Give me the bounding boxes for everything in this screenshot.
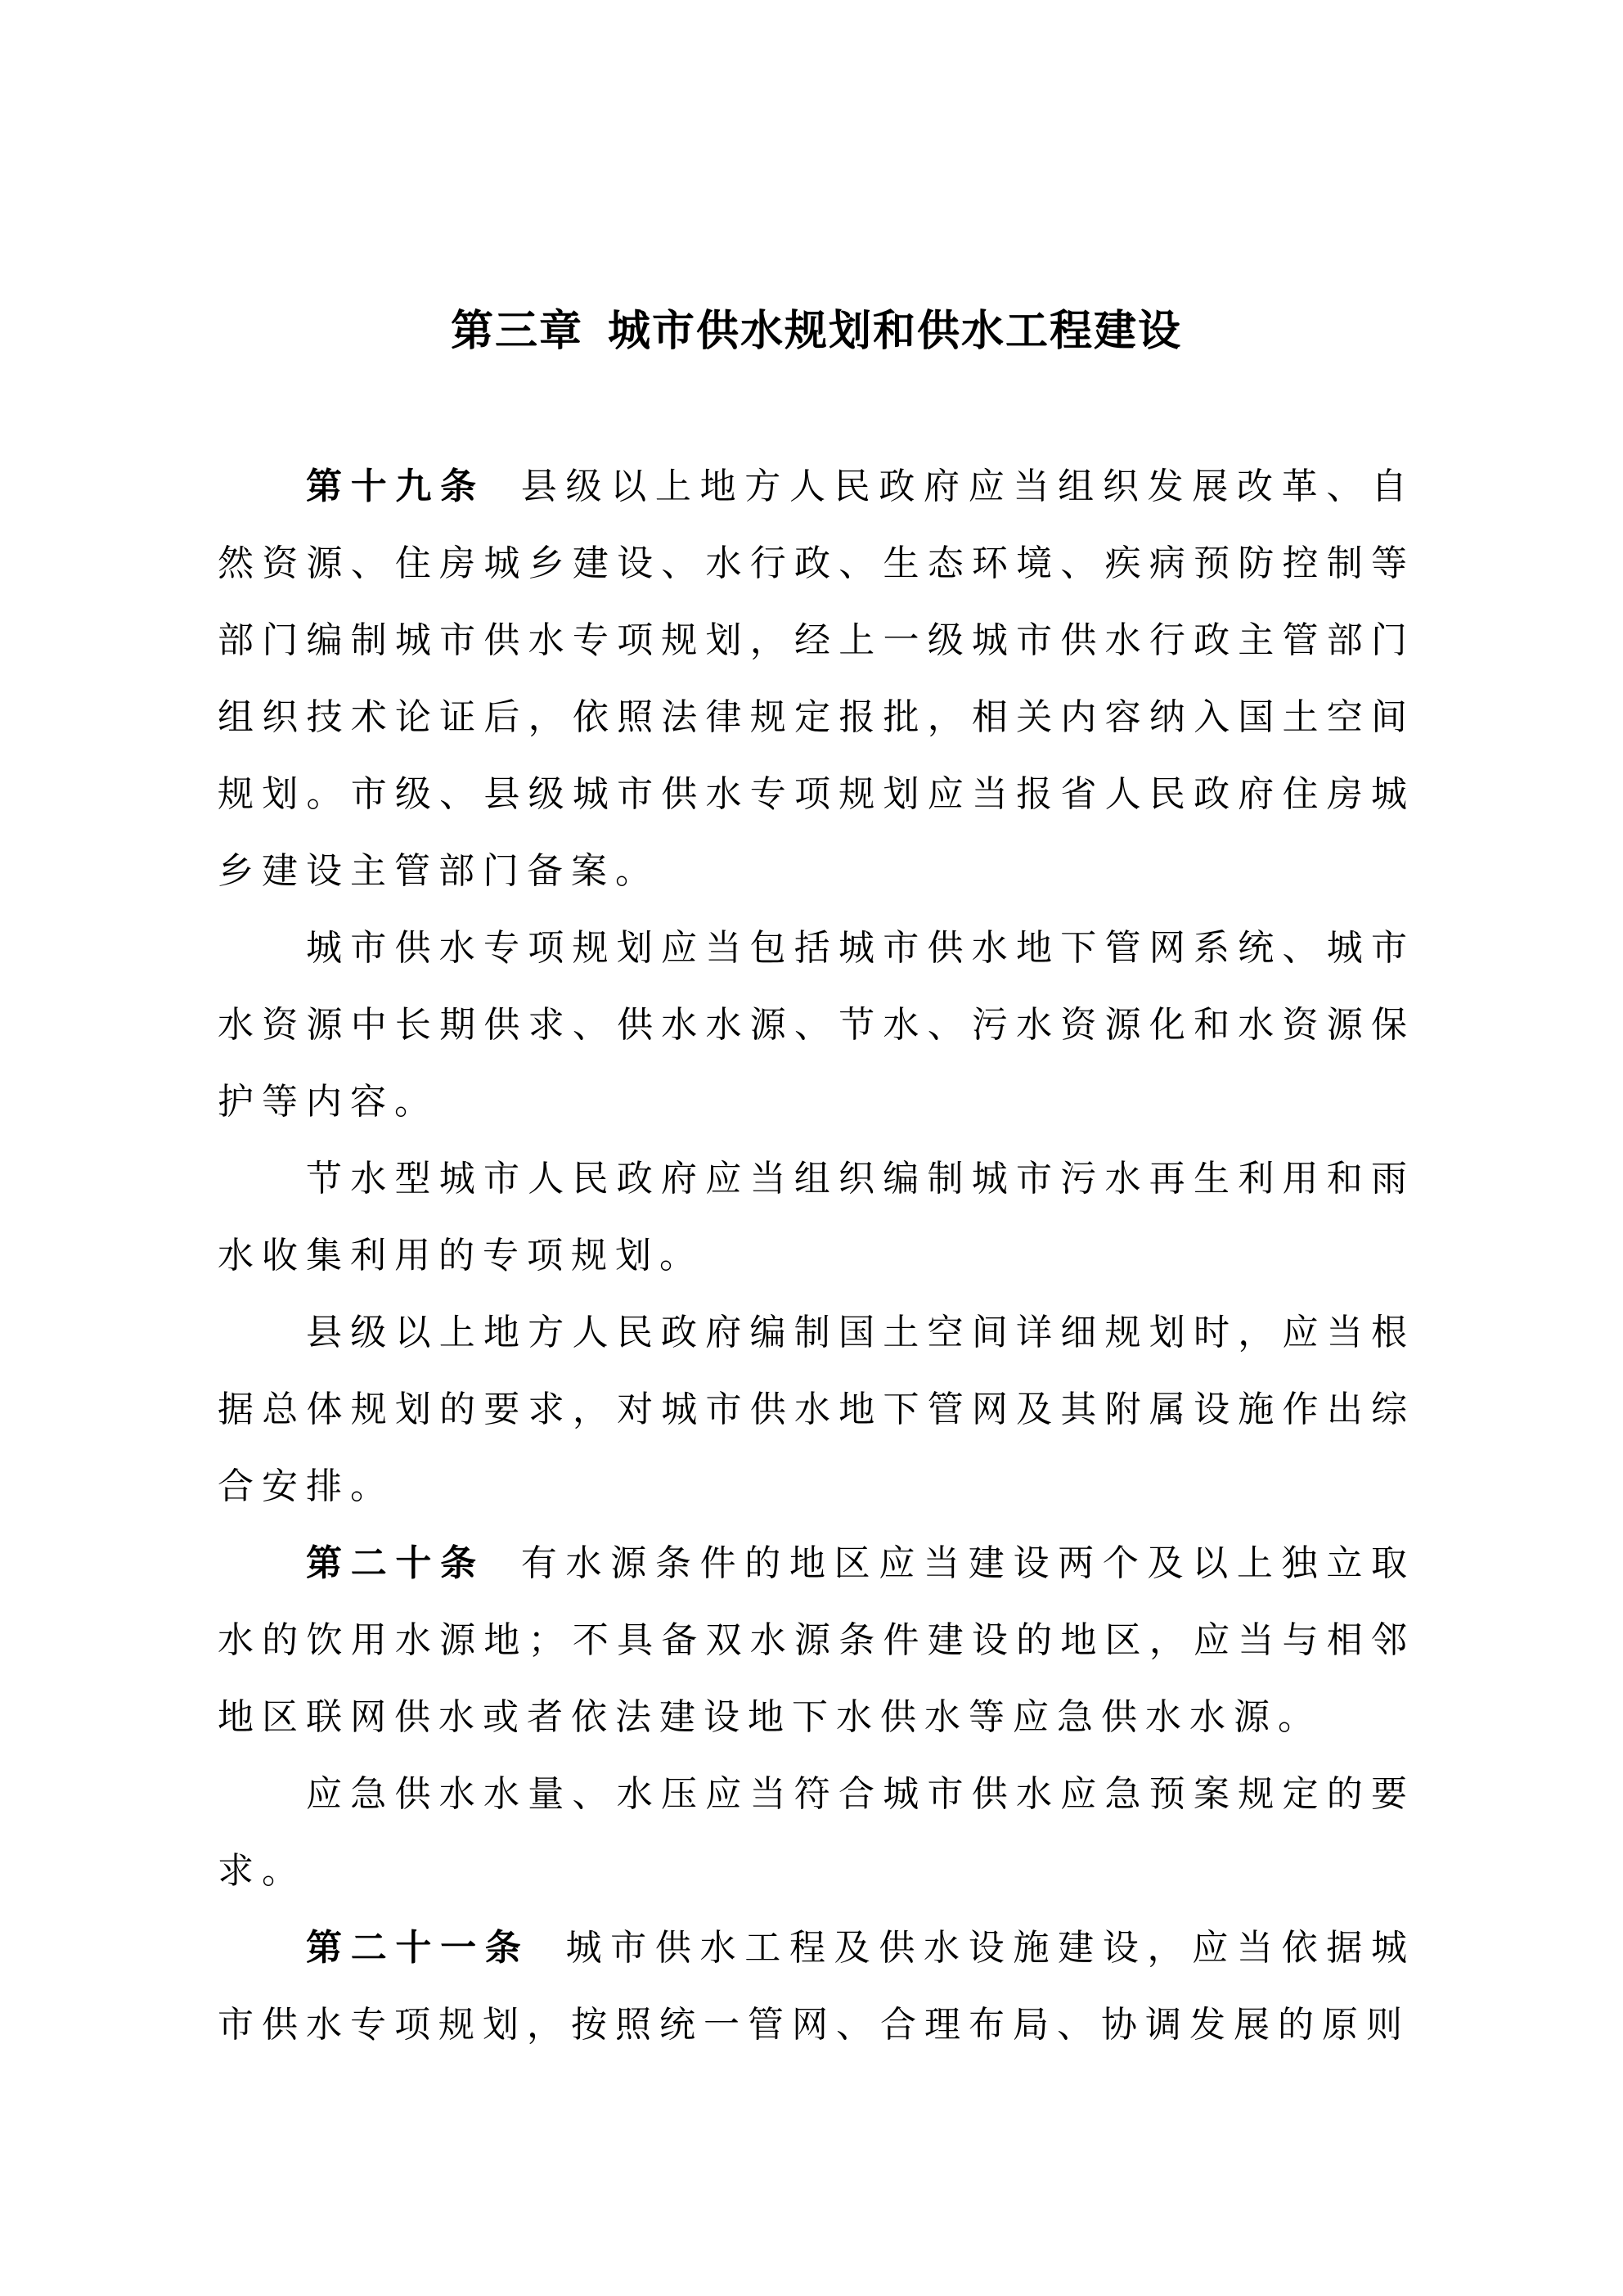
article-paragraph xyxy=(218,1910,1415,2064)
article-text: 有水源条件的地区应当建设两个及以上独立取水的饮用水源地；不具备双水源条件建设的地区，应当与相邻地区联网供水或者依法建设地下水供水等应急供水水源。 xyxy=(218,1543,1416,1737)
chapter-number: 第三章 xyxy=(450,308,583,355)
article-paragraph xyxy=(218,1525,1415,1756)
article-text: 城市供水工程及供水设施建设，应当依据城市供水专项规划，按照统一管网、合理布局、协调发展的原则 xyxy=(218,1928,1416,2045)
article-text: 县级以上地方人民政府应当组织发展改革、自然资源、住房城乡建设、水行政、生态环境、疾病预防控制等部门编制城市供水专项规划，经上一级城市供水行政主管部门组织技术论证后，依照法律规定报批，相关内容纳入国土空间规划。市级、县级城市供水专项规划应当报省人民政府住房城乡建设主管部门备案。 xyxy=(218,466,1416,891)
document-content xyxy=(218,293,1415,2064)
article-number: 第二十一条 xyxy=(306,1928,530,1968)
article-text: 应急供水水量、水压应当符合城市供水应急预案规定的要求。 xyxy=(218,1774,1415,1891)
chapter-heading xyxy=(218,293,1415,370)
document-body xyxy=(218,448,1415,2064)
article-paragraph xyxy=(218,1756,1415,1910)
article-number: 第二十条 xyxy=(306,1543,485,1583)
article-text: 城市供水专项规划应当包括城市供水地下管网系统、城市水资源中长期供求、供水水源、节水、污水资源化和水资源保护等内容。 xyxy=(218,928,1415,1122)
article-paragraph xyxy=(218,1141,1415,1294)
article-paragraph xyxy=(218,448,1415,910)
article-number: 第十九条 xyxy=(306,466,485,506)
article-paragraph xyxy=(218,1294,1415,1525)
article-paragraph xyxy=(218,910,1415,1141)
article-text: 节水型城市人民政府应当组织编制城市污水再生利用和雨水收集利用的专项规划。 xyxy=(218,1159,1415,1276)
chapter-title: 城市供水规划和供水工程建设 xyxy=(608,308,1183,355)
article-text: 县级以上地方人民政府编制国土空间详细规划时，应当根据总体规划的要求，对城市供水地下管网及其附属设施作出综合安排。 xyxy=(218,1312,1415,1506)
